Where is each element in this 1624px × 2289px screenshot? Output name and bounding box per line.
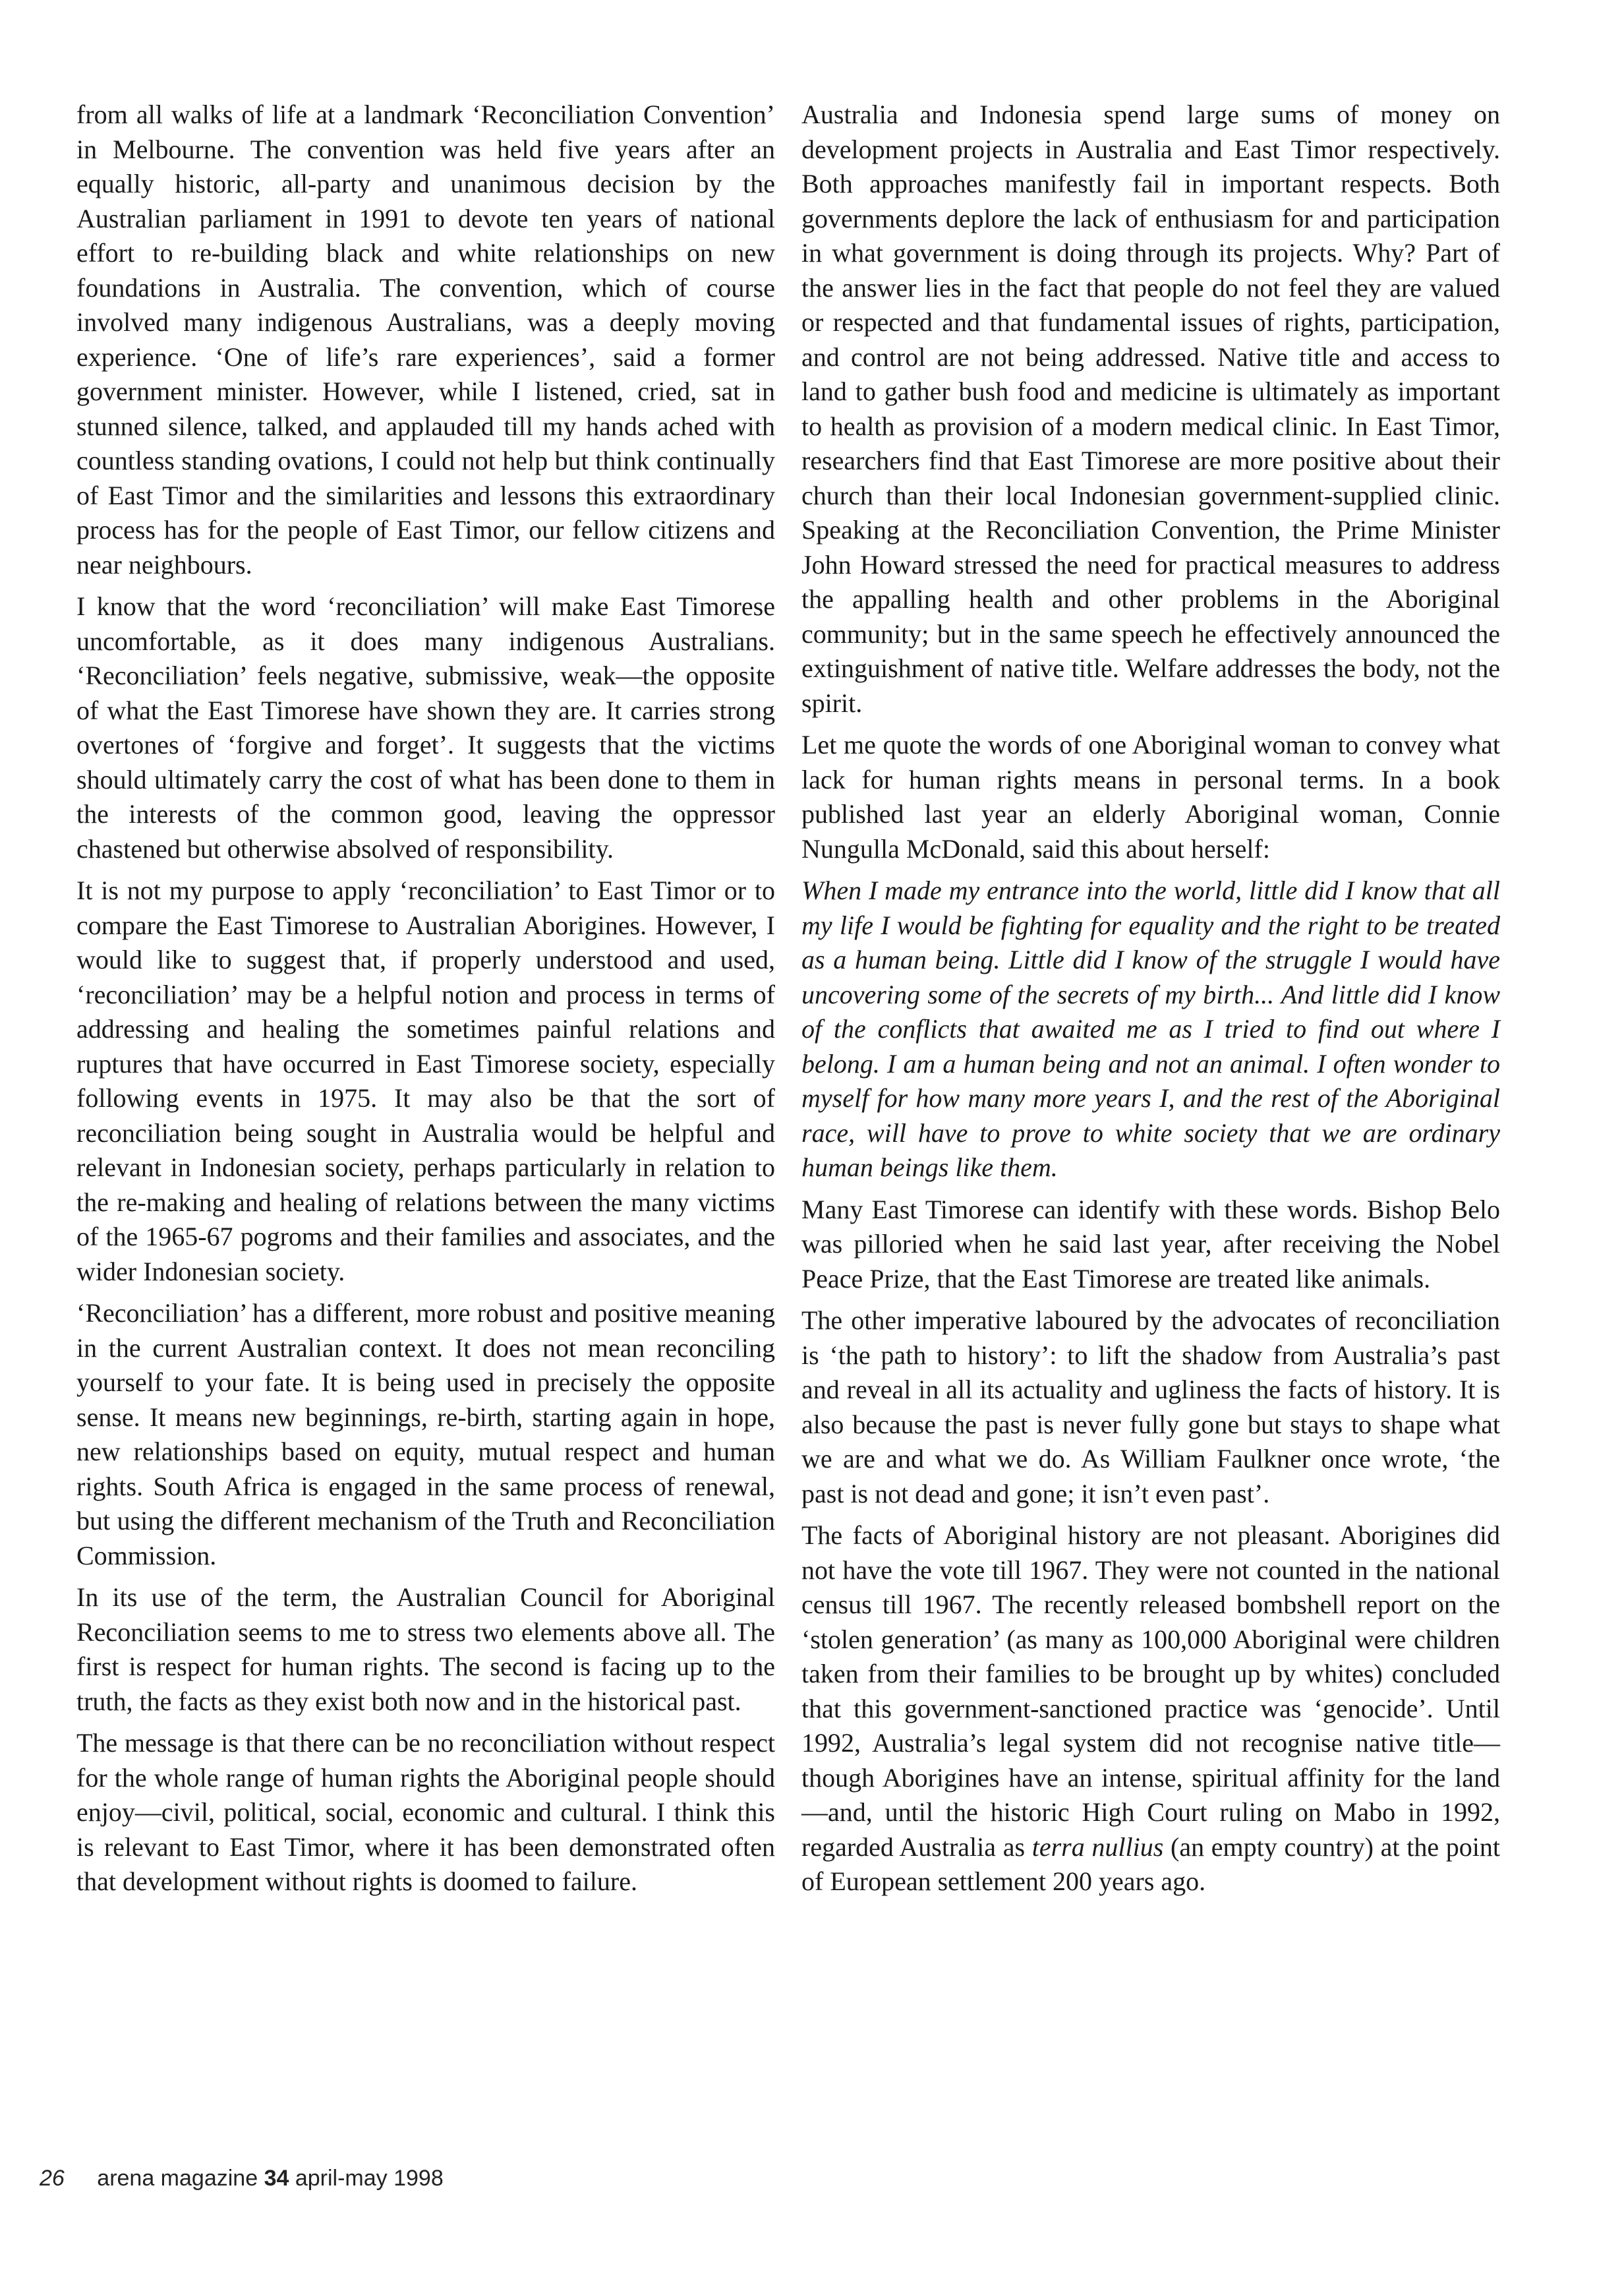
paragraph: from all walks of life at a landmark ‘Reconciliation Convention’ in Melbourne. The convention was held five years after an equally historic, all-party and unanimous decision by the Australian parliament in 1991 to devote ten years of national effort to re-building black and white relationships on new foundations in Australia. The convention, which of course involved many indigenous Australians, was a deeply moving experience. ‘One of life’s rare experiences’, said a former government minister. However, while I listened, cried, sat in stunned silence, talked, and applauded till my hands ached with countless standing ovations, I could not help but think continually of East Timor and the similarities and lessons this extraordinary process has for the people of East Timor, our fellow citizens and near neighbours. bbox=[76, 100, 775, 580]
paragraph: The message is that there can be no reconciliation without respect for the whole range of human rights the Aboriginal people should enjoy—civil, political, social, economic and cultural. I think this is relevant to East Timor, where it has been demonstrated often that development without rights is doomed to failure. bbox=[76, 1728, 775, 1896]
latin-term: terra nullius bbox=[1031, 1831, 1164, 1862]
paragraph: In its use of the term, the Australian Council for Aboriginal Reconciliation seems to me to stress two elements above all. The first is respect for human rights. The second is facing up to the truth, the facts as they exist both now and in the historical past. bbox=[76, 1582, 775, 1716]
page-number: 26 bbox=[40, 2166, 65, 2191]
paragraph: Many East Timorese can identify with these words. Bishop Belo was pilloried when he said last year, after receiving the Nobel Peace Prize, that the East Timorese are treated like animals. bbox=[801, 1194, 1500, 1293]
paragraph: I know that the word ‘reconciliation’ will make East Timorese uncomfortable, as it does many indigenous Australians. ‘Reconciliation’ feels negative, submissive, weak—the opposite of what the East Timorese have shown they are. It carries strong overtones of ‘forgive and forget’. It suggests that the victims should ultimately carry the cost of what has been done to them in the interests of the common good, leaving the oppressor chastened but otherwise absolved of responsibility. bbox=[76, 591, 775, 864]
magazine-name: arena magazine bbox=[97, 2166, 258, 2191]
issue-date: april-may 1998 bbox=[295, 2166, 444, 2191]
paragraph: Australia and Indonesia spend large sums of money on development projects in Australia and East Timor respectively. Both approaches manifestly fail in important respects. Both governments deplore the lack of enthusiasm for and participation in what government is doing through its projects. Why? Part of the answer lies in the fact that people do not feel they are valued or respected and that fundamental issues of rights, participation, and control are not being addressed. Native title and access to land to gather bush food and medicine is ultimately as important to health as provision of a modern medical clinic. In East Timor, researchers find that East Timorese are more positive about their church than their local Indonesian government-supplied clinic. Speaking at the Reconciliation Convention, the Prime Minister John Howard stressed the need for practical measures to address the appalling health and other problems in the Aboriginal community; but in the same speech he effectively announced the extinguishment of native title. Welfare addresses the body, not the spirit. bbox=[801, 100, 1500, 718]
paragraph-text: (an empty country) at the point of European settlement 200 years ago. bbox=[801, 1831, 1501, 1896]
paragraph: It is not my purpose to apply ‘reconciliation’ to East Timor or to compare the East Timorese to Australian Aborigines. However, I would like to suggest that, if properly understood and used, ‘reconciliation’ may be a helpful notion and process in terms of addressing and healing the sometimes painful relations and ruptures that have occurred in East Timorese society, especially following events in 1975. It may also be that the sort of reconciliation being sought in Australia would be helpful and relevant in Indonesian society, perhaps particularly in relation to the re-making and healing of relations between the many victims of the 1965-67 pogroms and their families and associates, and the wider Indonesian society. bbox=[76, 876, 775, 1286]
right-column bbox=[801, 98, 1500, 1907]
paragraph: ‘Reconciliation’ has a different, more robust and positive meaning in the current Australian context. It does not mean reconciling yourself to your fate. It is being used in precisely the opposite sense. It means new beginnings, re-birth, starting again in hope, new relationships based on equity, mutual respect and human rights. South Africa is engaged in the same process of renewal, but using the different mechanism of the Truth and Reconciliation Commission. bbox=[76, 1298, 775, 1570]
page-footer bbox=[40, 2166, 444, 2191]
paragraph: The other imperative laboured by the advocates of reconciliation is ‘the path to history’: to lift the shadow from Australia’s past and reveal in all its actuality and ugliness the facts of history. It is also because the past is never fully gone but stays to shape what we are and what we do. As William Faulkner once wrote, ‘the past is not dead and gone; it isn’t even past’. bbox=[801, 1305, 1500, 1508]
paragraph: Let me quote the words of one Aboriginal woman to convey what lack for human rights means in personal terms. In a book published last year an elderly Aboriginal woman, Connie Nungulla McDonald, said this about herself: bbox=[801, 730, 1500, 864]
paragraph bbox=[801, 1518, 1500, 1899]
paragraph-text: The facts of Aboriginal history are not pleasant. Aborigines did not have the vote till 1967. They were not counted in the national census till 1967. The recently released bombshell report on the ‘stolen generation’ (as many as 100,000 Aboriginal were children taken from their families to be brought up by whites) concluded that this government-sanctioned practice was ‘genocide’. Until 1992, Australia’s legal system did not recognise native title—though Aborigines have an intense, spiritual affinity for the land—and, until the historic High Court ruling on Mabo in 1992, regarded Australia as bbox=[801, 1520, 1500, 1862]
left-column bbox=[76, 98, 775, 1907]
block-quote: When I made my entrance into the world, little did I know that all my life I would be fighting for equality and the right to be treated as a human being. Little did I know of the struggle I would have uncovering some of the secrets of my birth... And little did I know of the conflicts that awaited me as I tried to find out where I belong. I am a human being and not an animal. I often wonder to myself for how many more years I, and the rest of the Aboriginal race, will have to prove to white society that we are ordinary human beings like them. bbox=[801, 876, 1500, 1182]
issue-number: 34 bbox=[264, 2166, 289, 2191]
